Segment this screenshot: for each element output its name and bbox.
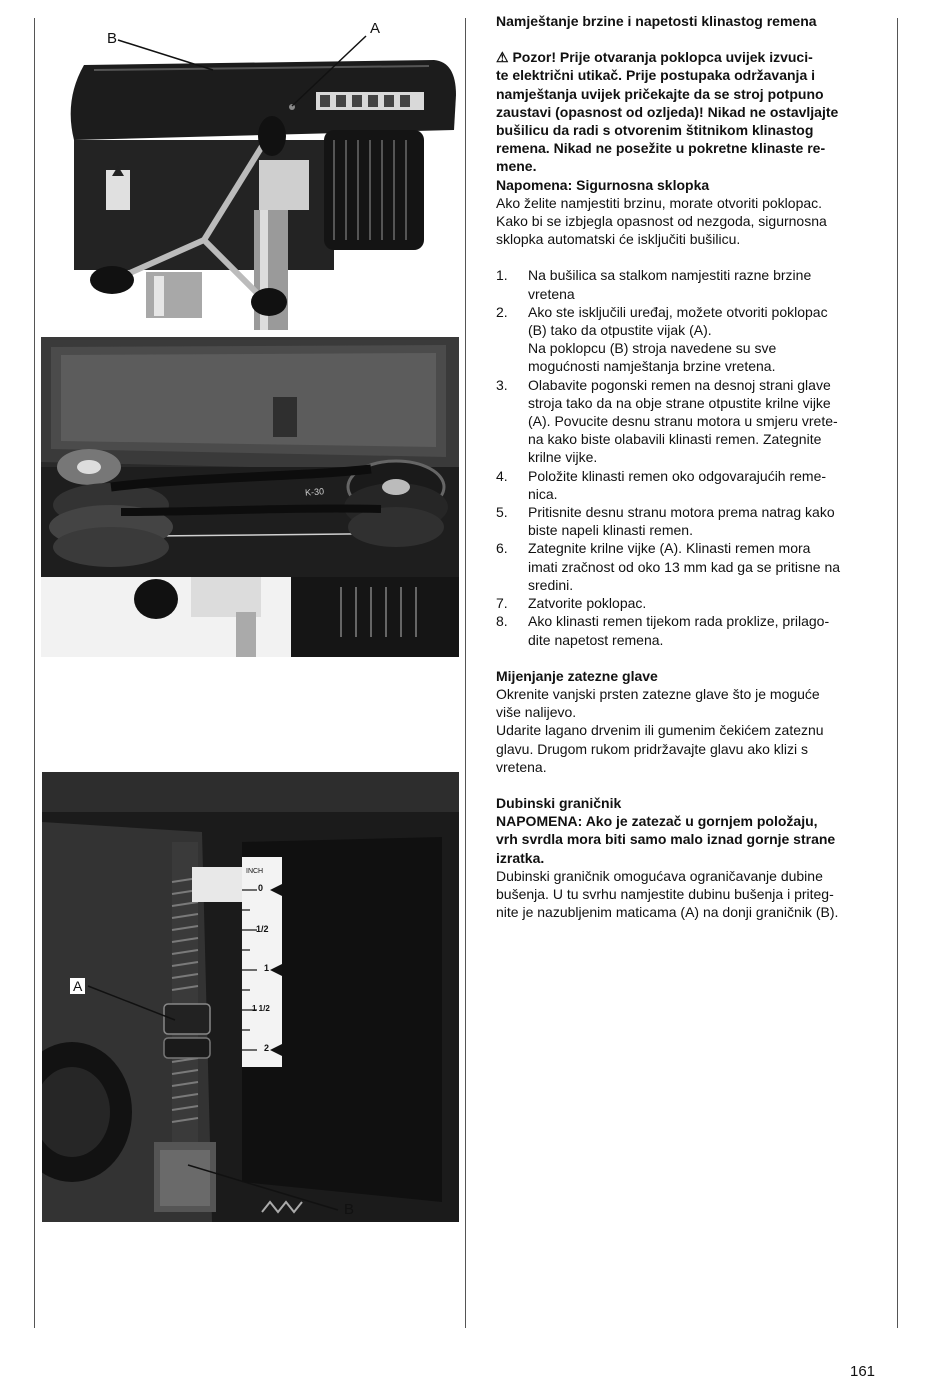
scale-label-2: 2 bbox=[264, 1043, 270, 1053]
chuck-line: Okrenite vanjski prsten zatezne glave što je moguće bbox=[496, 685, 820, 702]
warning-line: mene. bbox=[496, 158, 537, 175]
section-heading-depth: Dubinski graničnik bbox=[496, 794, 622, 811]
warning-line: remena. Nikad ne posežite u pokretne klinaste re- bbox=[496, 140, 826, 157]
depth-callout-leader-lines bbox=[0, 960, 470, 1220]
list-item: 8. Ako klinasti remen tijekom rada proklize, prilago- dite napetost remena. bbox=[496, 613, 830, 648]
chuck-line: više nalijevo. bbox=[496, 704, 577, 721]
chuck-line: glavu. Drugom rukom pridržavajte glavu ako klizi s bbox=[496, 740, 809, 757]
depth-line: bušenja. U tu svrhu namjestite dubinu bušenja i priteg- bbox=[496, 885, 834, 902]
section-heading-belt: Namještanje brzine i napetosti klinastog remena bbox=[496, 13, 817, 29]
chuck-line: vretena. bbox=[496, 758, 547, 775]
list-item: 3. Olabavite pogonski remen na desnoj strani glave stroja tako da na obje strane otpustite krilne vijke (A). Povucite desnu stranu motora u smjeru vrete- na kako biste olabavili klinasti remen. Zategnite krilne vijke. bbox=[496, 376, 838, 466]
callout-leader-lines bbox=[0, 0, 470, 120]
scale-label-half: 1/2 bbox=[256, 924, 269, 934]
depth-line: Dubinski graničnik omogućava ograničavanje dubine bbox=[496, 867, 823, 884]
warning-line: Pozor! Prije otvaranja poklopca uvijek izvuci- bbox=[512, 49, 813, 66]
warning-line: bušilicu da radi s otvorenim štitnikom klinastog bbox=[496, 122, 814, 139]
note-line: Ako želite namjestiti brzinu, morate otvoriti poklopac. bbox=[496, 194, 823, 211]
warning-line: namještanja uvijek pričekajte da se stroj potpuno bbox=[496, 85, 824, 102]
callout-label-a: A bbox=[370, 20, 381, 37]
list-item: 1. Na bušilica sa stalkom namjestiti razne brzine vretena bbox=[496, 267, 812, 302]
depth-note-line: izratka. bbox=[496, 849, 545, 866]
list-item: 5. Pritisnite desnu stranu motora prema natrag kako biste napeli klinasti remen. bbox=[496, 504, 835, 539]
belt-steps-list bbox=[496, 266, 876, 648]
scale-label-0: 0 bbox=[258, 883, 264, 893]
warning-line: te električni utikač. Prije postupaka održavanja i bbox=[496, 67, 816, 84]
note-heading: Napomena: Sigurnosna sklopka bbox=[496, 176, 710, 193]
scale-label-inch: INCH bbox=[246, 868, 264, 875]
belt-pulleys-photo bbox=[41, 337, 459, 657]
belt-marking-text: K-30 bbox=[304, 486, 325, 498]
depth-note-line: vrh svrdla mora biti samo malo iznad gornje strane bbox=[496, 831, 836, 848]
callout-label-b-depth: B bbox=[344, 1201, 355, 1218]
depth-note-line: NAPOMENA: Ako je zatezač u gornjem položaju, bbox=[496, 813, 818, 830]
scale-label-1: 1 bbox=[264, 963, 270, 973]
warning-icon: ⚠ bbox=[496, 49, 509, 66]
warning-block bbox=[496, 48, 876, 175]
scale-label-one-half: 1 1/2 bbox=[252, 1004, 270, 1013]
page-number: 161 bbox=[850, 1363, 876, 1380]
warning-line: zaustavi (opasnost od ozljeda)! Nikad ne ostavljajte bbox=[496, 103, 839, 120]
note-line: sklopka automatski će isključiti bušilicu. bbox=[496, 231, 741, 248]
instructions-column bbox=[496, 12, 876, 921]
chuck-line: Udarite lagano drvenim ili gumenim čekićem zateznu bbox=[496, 722, 824, 739]
list-item: 4. Položite klinasti remen oko odgovarajućih reme- nica. bbox=[496, 467, 827, 502]
list-item: 6. Zategnite krilne vijke (A). Klinasti remen mora imati zračnost od oko 13 mm kad ga se pritisne na sredini. bbox=[496, 540, 841, 593]
list-item: 2. Ako ste isključili uređaj, možete otvoriti poklopac (B) tako da otpustite vijak (A). Na poklopcu (B) stroja navedene su sve mogućnosti namještanja brzine vretena. bbox=[496, 303, 828, 375]
callout-label-a-depth: A bbox=[70, 978, 85, 994]
note-line: Kako bi se izbjegla opasnost od nezgoda, sigurnosna bbox=[496, 213, 827, 230]
list-item: 7. Zatvorite poklopac. bbox=[496, 595, 647, 612]
section-heading-chuck: Mijenjanje zatezne glave bbox=[496, 667, 658, 684]
callout-label-b: B bbox=[107, 30, 118, 47]
depth-line: nite je nazubljenim maticama (A) na donji graničnik (B). bbox=[496, 904, 839, 921]
right-margin-rule bbox=[897, 18, 898, 1328]
